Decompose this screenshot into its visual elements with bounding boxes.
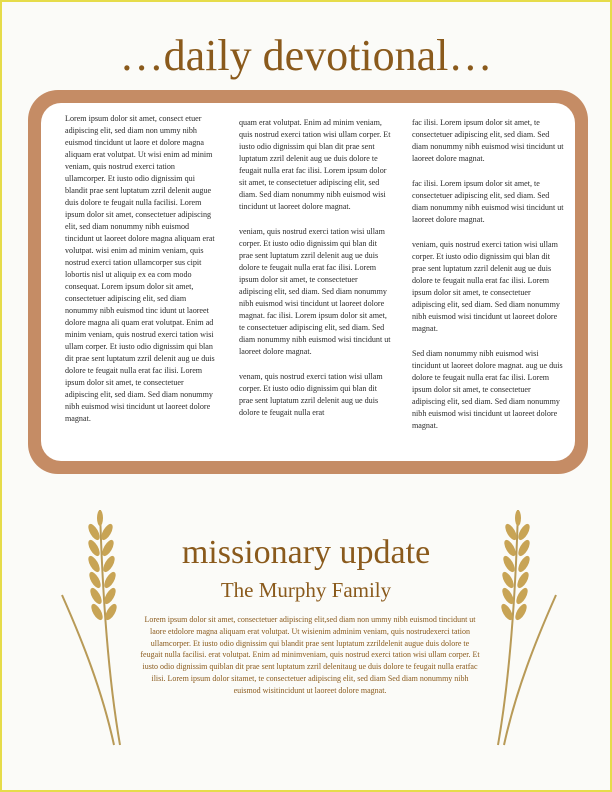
page-title: …daily devotional…	[119, 31, 493, 80]
devotional-column-3	[412, 117, 564, 445]
devotional-paragraph: quam erat volutpat. Enim ad minim veniam, quis nostrud exerci tation wisi ullam corper. Et iusto odio dignissim qui blan dit prae sent luptatum zzril delenit aug ue duis dolore te feugait nulla erat fac ilisi. Lorem ipsum dolor sit amet, te consectetuer adipiscing elit, sed diam. Sed diam nonummy nibh euismod wisi tincidunt ut laoreet dolore magnat.	[239, 118, 391, 211]
section-subtitle: The Murphy Family	[220, 578, 392, 602]
devotional-column-2	[239, 117, 391, 432]
devotional-paragraph: veniam, quis nostrud exerci tation wisi ullam corper. Et iusto odio dignissim qui blan dit prae sent luptatum zzril delenit aug ue duis dolore te feugait nulla erat fac ilisi. Lorem ipsum dolor sit amet, te consectetuer adipiscing elit, sed diam. Sed diam nonummy nibh euismod wisi tincidunt ut laoreet dolore magnat. fac ilisi. Lorem ipsum dolor sit amet, te consectetuer adipiscing elit, sed diam. Sed diam nonummy nibh euismod wisi tincidunt ut laoreet dolore magnat.	[239, 227, 391, 356]
devotional-paragraph: Lorem ipsum dolor sit amet, consect etuer adipiscing elit, sed diam non ummy nibh euismod tincidunt ut laore et dolore magna aliquam erat volutpat. Ut wisi enim ad minim veniam, quis nostrud exerci tation ullamcorper. Et iusto odio dignissim qui blandit prae sent luptatum zzril delenit augue duis dolore te feugait nulla facilisi. Lorem ipsum dolor sit amet, consectetuer adipiscing elit, sed diam nonummy nibh euismod tincidunt ut laoreet dolore magna aliquam erat volutpat. wisi enim ad minim veniam, quis nostrud exerci tation ullamcorper sus cipit lobortis nisl ut aliquip ex ea com modo consequat. Lorem ipsum dolor sit amet, consectetuer adipiscing elit, sed diam nonummy nibh euismod tinc idunt ut laoreet dolore magna ali quam erat volutpat. Enim ad minim veniam, quis nostrud exerci tation wisi ullam corper. Et iusto odio dignissim qui blan dit prae sent luptatum zzril delenit aug ue duis dolore te feugait nulla erat fac ilisi. Lorem ipsum dolor sit amet, te consectetuer adipiscing elit, sed diam. Sed diam nonummy nibh euismod wisi tincidunt ut laoreet dolore magnat.	[65, 114, 215, 423]
devotional-panel-inner	[41, 103, 575, 461]
section-title: missionary update	[181, 534, 431, 571]
devotional-column-1	[65, 113, 217, 438]
devotional-paragraph: Sed diam nonummy nibh euismod wisi tincidunt ut laoreet dolore magnat. aug ue duis dolore te feugait nulla erat fac ilisi. Lorem ipsum dolor sit amet, te consectetuer adipiscing elit, sed diam. Sed diam nonummy nibh euismod wisi tincidunt ut laoreet dolore magnat.	[412, 349, 563, 430]
devotional-paragraph: veniam, quis nostrud exerci tation wisi ullam corper. Et iusto odio dignissim qui blan dit prae sent luptatum zzril delenit aug ue duis dolore te feugait nulla erat fac ilisi. Lorem ipsum dolor sit amet, te consectetuer adipiscing elit, sed diam. Sed diam nonummy nibh euismod wisi tincidunt ut laoreet dolore magnat.	[412, 240, 560, 333]
devotional-paragraph: fac ilisi. Lorem ipsum dolor sit amet, te consectetuer adipiscing elit, sed diam. Sed diam nonummy nibh euismod wisi tincidunt ut laoreet dolore magnat.	[412, 179, 564, 224]
missionary-update-body: Lorem ipsum dolor sit amet, consectetuer adipiscing elit,sed diam non ummy nibh euismod tincidunt ut laore etdolore magna aliquam erat volutpat. Ut wisienim adminim veniam, quis nostrudexerci tation ullamcorper. Et iusto odio dignissim qui blandit prae sent luptatum zzrildelenit augue duis dolore te feugait nulla facilisi. erat volutpat. Enim ad minimveniam, quis nostrud exerci tation wisi ullam corper. Et iusto odio dignissim quiblan dit prae sent luptatum zzril delenitaug ue duis dolore te feugait nulla eratfac ilisi. Lorem ipsum dolor sitamet, te consectetuer adipiscing elit, sed diam Sed diam nonummy nibh euismod wisitincidunt ut laoreet dolore magnat.	[140, 615, 480, 695]
devotional-paragraph: venam, quis nostrud exerci tation wisi ullam corper. Et iusto odio dignissim qui blan dit prae sent luptatum zzril delenit aug ue duis dolore te feugait nulla erat	[239, 372, 383, 417]
devotional-paragraph: fac ilisi. Lorem ipsum dolor sit amet, te consectetuer adipiscing elit, sed diam. Sed diam nonummy nibh euismod wisi tincidunt ut laoreet dolore magnat.	[412, 118, 564, 163]
devotional-panel	[28, 90, 588, 474]
